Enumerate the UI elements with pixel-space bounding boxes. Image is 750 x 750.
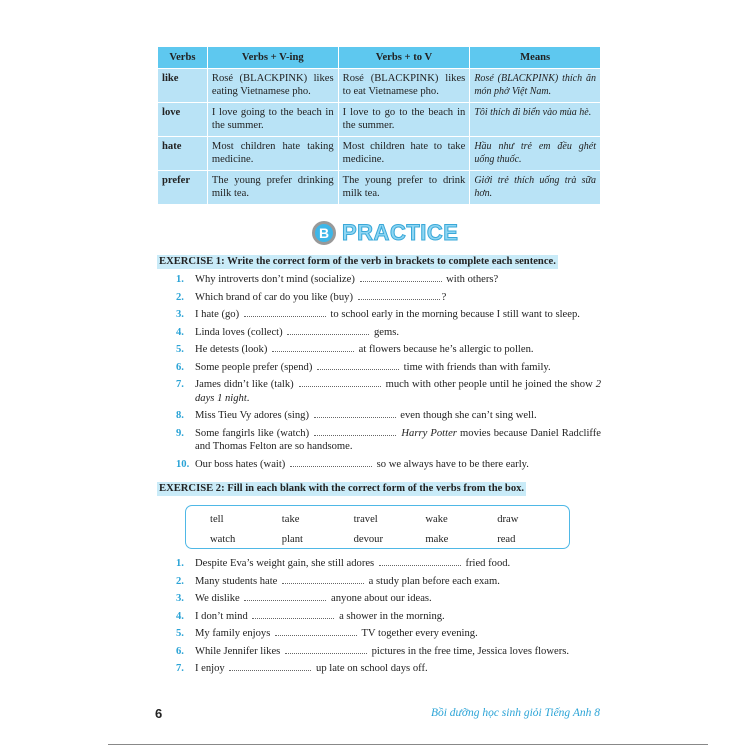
item-text bbox=[195, 271, 601, 289]
box-word: tell bbox=[210, 514, 224, 525]
item-text bbox=[195, 376, 601, 407]
sentence-text: anyone about our ideas. bbox=[328, 593, 432, 604]
answer-blank[interactable] bbox=[275, 627, 357, 636]
exercise-item bbox=[176, 306, 601, 324]
answer-blank[interactable] bbox=[272, 343, 354, 352]
box-word: take bbox=[281, 514, 300, 525]
item-number: 7. bbox=[176, 379, 184, 390]
sentence-text: Some fangirls like (watch) bbox=[195, 427, 313, 439]
table-row bbox=[158, 69, 601, 103]
answer-blank[interactable] bbox=[299, 378, 381, 387]
tov-example-cell: Rosé (BLACKPINK) likes to eat Vietnamese pho. bbox=[338, 69, 470, 103]
item-text bbox=[195, 573, 601, 591]
verb-cell: hate bbox=[158, 137, 208, 171]
meaning-cell: Tôi thích đi biển vào mùa hè. bbox=[470, 103, 601, 137]
item-text bbox=[195, 425, 601, 456]
exercise-1-heading: EXERCISE 1: Write the correct form of the verb in brackets to complete each sentence. bbox=[159, 256, 556, 267]
item-text bbox=[195, 660, 601, 678]
sentence-text: to school early in the morning because I still want to sleep. bbox=[327, 309, 580, 320]
sentence-text: gems. bbox=[371, 326, 399, 338]
answer-blank[interactable] bbox=[229, 662, 311, 671]
answer-blank[interactable] bbox=[244, 308, 326, 317]
sentence-text: Miss Tieu Vy adores (sing) bbox=[195, 410, 312, 421]
exercise-item bbox=[176, 573, 601, 591]
exercise-item bbox=[176, 341, 601, 359]
item-number: 8. bbox=[176, 410, 184, 421]
item-number: 5. bbox=[176, 628, 184, 639]
exercise-item bbox=[176, 425, 601, 456]
column-header: Verbs + V-ing bbox=[207, 47, 338, 69]
answer-blank[interactable] bbox=[285, 645, 367, 654]
sentence-text: . bbox=[246, 392, 250, 404]
item-text bbox=[195, 407, 601, 425]
sentence-text: Some people prefer (spend) bbox=[195, 361, 316, 373]
verbs-table bbox=[157, 46, 601, 205]
column-header: Verbs bbox=[158, 47, 208, 69]
verb-cell: love bbox=[158, 103, 208, 137]
section-title: PRACTICE bbox=[342, 220, 459, 245]
exercise-item bbox=[176, 359, 601, 377]
exercise-item bbox=[176, 289, 601, 307]
exercise-item bbox=[176, 590, 601, 608]
sentence-text: My family enjoys bbox=[195, 628, 273, 639]
answer-blank[interactable] bbox=[252, 610, 334, 619]
ving-example-cell: The young prefer drinking milk tea. bbox=[207, 171, 338, 205]
column-header: Verbs + to V bbox=[338, 47, 470, 69]
sentence-text: pictures in the free time, Jessica loves flowers. bbox=[368, 645, 570, 657]
exercise-item bbox=[176, 555, 601, 573]
meaning-cell: Rosé (BLACKPINK) thích ăn món phở Việt Nam. bbox=[470, 69, 601, 103]
answer-blank[interactable] bbox=[287, 326, 369, 335]
item-number: 3. bbox=[176, 309, 184, 320]
sentence-text: a shower in the morning. bbox=[336, 610, 445, 622]
sentence-text: Which brand of car do you like (buy) bbox=[195, 291, 356, 303]
sentence-text: Why introverts don’t mind (socialize) bbox=[195, 274, 358, 285]
ving-example-cell: I love going to the beach in the summer. bbox=[207, 103, 338, 137]
sentence-text: so we always have to be there early. bbox=[373, 458, 529, 470]
box-word: read bbox=[497, 533, 516, 545]
item-number: 1. bbox=[176, 274, 184, 285]
exercise-2-list bbox=[176, 555, 601, 678]
sentence-text: at flowers because he’s allergic to pollen. bbox=[356, 344, 534, 355]
item-number: 4. bbox=[176, 610, 184, 622]
answer-blank[interactable] bbox=[317, 361, 399, 370]
box-word: travel bbox=[353, 514, 378, 525]
exercise-item bbox=[176, 660, 601, 678]
table-row bbox=[158, 171, 601, 205]
exercise-item bbox=[176, 376, 601, 407]
tov-example-cell: Most children hate to take medicine. bbox=[338, 137, 470, 171]
item-text bbox=[195, 643, 601, 661]
answer-blank[interactable] bbox=[314, 409, 396, 418]
item-number: 7. bbox=[176, 663, 184, 674]
answer-blank[interactable] bbox=[282, 575, 364, 584]
item-number: 9. bbox=[176, 427, 184, 439]
italic-text: Harry Potter bbox=[401, 427, 457, 439]
item-number: 5. bbox=[176, 344, 184, 355]
table-row bbox=[158, 137, 601, 171]
item-text bbox=[195, 359, 601, 377]
item-text bbox=[195, 590, 601, 608]
item-text bbox=[195, 456, 601, 474]
answer-blank[interactable] bbox=[244, 592, 326, 601]
column-header: Means bbox=[470, 47, 601, 69]
box-word: devour bbox=[353, 533, 384, 545]
italic-text: 2 days 1 night bbox=[195, 379, 601, 404]
exercise-item bbox=[176, 271, 601, 289]
item-text bbox=[195, 324, 601, 342]
item-number: 6. bbox=[176, 361, 184, 373]
sentence-text: Despite Eva’s weight gain, she still adores bbox=[195, 558, 377, 569]
tov-example-cell: I love to go to the beach in the summer. bbox=[338, 103, 470, 137]
ving-example-cell: Most children hate taking medicine. bbox=[207, 137, 338, 171]
item-number: 2. bbox=[176, 575, 184, 587]
answer-blank[interactable] bbox=[360, 273, 442, 282]
item-number: 3. bbox=[176, 593, 184, 604]
sentence-text: I enjoy bbox=[195, 663, 228, 674]
item-number: 6. bbox=[176, 645, 184, 657]
verb-cell: like bbox=[158, 69, 208, 103]
ving-example-cell: Rosé (BLACKPINK) likes eating Vietnamese pho. bbox=[207, 69, 338, 103]
box-word: draw bbox=[497, 514, 519, 525]
exercise-item bbox=[176, 456, 601, 474]
section-heading bbox=[312, 220, 458, 246]
item-number: 1. bbox=[176, 558, 184, 569]
item-text bbox=[195, 289, 601, 307]
exercise-item bbox=[176, 324, 601, 342]
box-word: make bbox=[425, 533, 449, 545]
box-word: plant bbox=[281, 533, 303, 545]
sentence-text: I don’t mind bbox=[195, 610, 251, 622]
item-text bbox=[195, 555, 601, 573]
exercise-item bbox=[176, 608, 601, 626]
item-number: 4. bbox=[176, 326, 184, 338]
box-word: watch bbox=[210, 533, 236, 545]
exercise-2-heading: EXERCISE 2: Fill in each blank with the correct form of the verbs from the box. bbox=[159, 483, 525, 494]
sentence-text: We dislike bbox=[195, 593, 243, 604]
sentence-text: Many students hate bbox=[195, 575, 281, 587]
word-box bbox=[185, 505, 570, 549]
exercise-1-list bbox=[176, 271, 601, 473]
sentence-text: Linda loves (collect) bbox=[195, 326, 286, 338]
answer-blank[interactable] bbox=[290, 458, 372, 467]
sentence-text: TV together every evening. bbox=[358, 628, 478, 639]
footer-divider bbox=[108, 744, 708, 745]
sentence-text: fried food. bbox=[462, 558, 511, 569]
answer-blank[interactable] bbox=[314, 427, 396, 436]
meaning-cell: Giới trẻ thích uống trà sữa hơn. bbox=[470, 171, 601, 205]
table-row bbox=[158, 103, 601, 137]
sentence-text: ? bbox=[441, 291, 447, 303]
item-text bbox=[195, 341, 601, 359]
item-text bbox=[195, 625, 601, 643]
sentence-text: much with other people until he joined the show bbox=[382, 379, 596, 390]
item-text bbox=[195, 608, 601, 626]
sentence-text: He detests (look) bbox=[195, 344, 271, 355]
exercise-item bbox=[176, 643, 601, 661]
exercise-item bbox=[176, 407, 601, 425]
sentence-text: I hate (go) bbox=[195, 309, 242, 320]
meaning-cell: Hầu như trẻ em đều ghét uống thuốc. bbox=[470, 137, 601, 171]
sentence-text: time with friends than with family. bbox=[401, 361, 551, 373]
item-number: 2. bbox=[176, 291, 184, 303]
table-header-row bbox=[158, 47, 601, 69]
verb-cell: prefer bbox=[158, 171, 208, 205]
sentence-text: with others? bbox=[443, 274, 499, 285]
tov-example-cell: The young prefer to drink milk tea. bbox=[338, 171, 470, 205]
sentence-text: Our boss hates (wait) bbox=[195, 458, 288, 470]
book-title: Bồi dưỡng học sinh giỏi Tiếng Anh 8 bbox=[430, 707, 600, 719]
sentence-text: a study plan before each exam. bbox=[366, 575, 500, 587]
box-word: wake bbox=[425, 514, 448, 525]
answer-blank[interactable] bbox=[379, 557, 461, 566]
sentence-text: While Jennifer likes bbox=[195, 645, 283, 657]
item-text bbox=[195, 306, 601, 324]
sentence-text: movies because Daniel Radcliffe and Thomas Felton are so handsome. bbox=[195, 427, 602, 452]
exercise-item bbox=[176, 625, 601, 643]
section-letter-badge: B bbox=[312, 221, 336, 245]
sentence-text: up late on school days off. bbox=[313, 663, 428, 674]
page-number: 6 bbox=[155, 706, 163, 721]
sentence-text: even though she can’t sing well. bbox=[397, 410, 537, 421]
answer-blank[interactable] bbox=[358, 291, 440, 300]
item-number: 10. bbox=[176, 458, 190, 470]
sentence-text: James didn’t like (talk) bbox=[195, 379, 297, 390]
